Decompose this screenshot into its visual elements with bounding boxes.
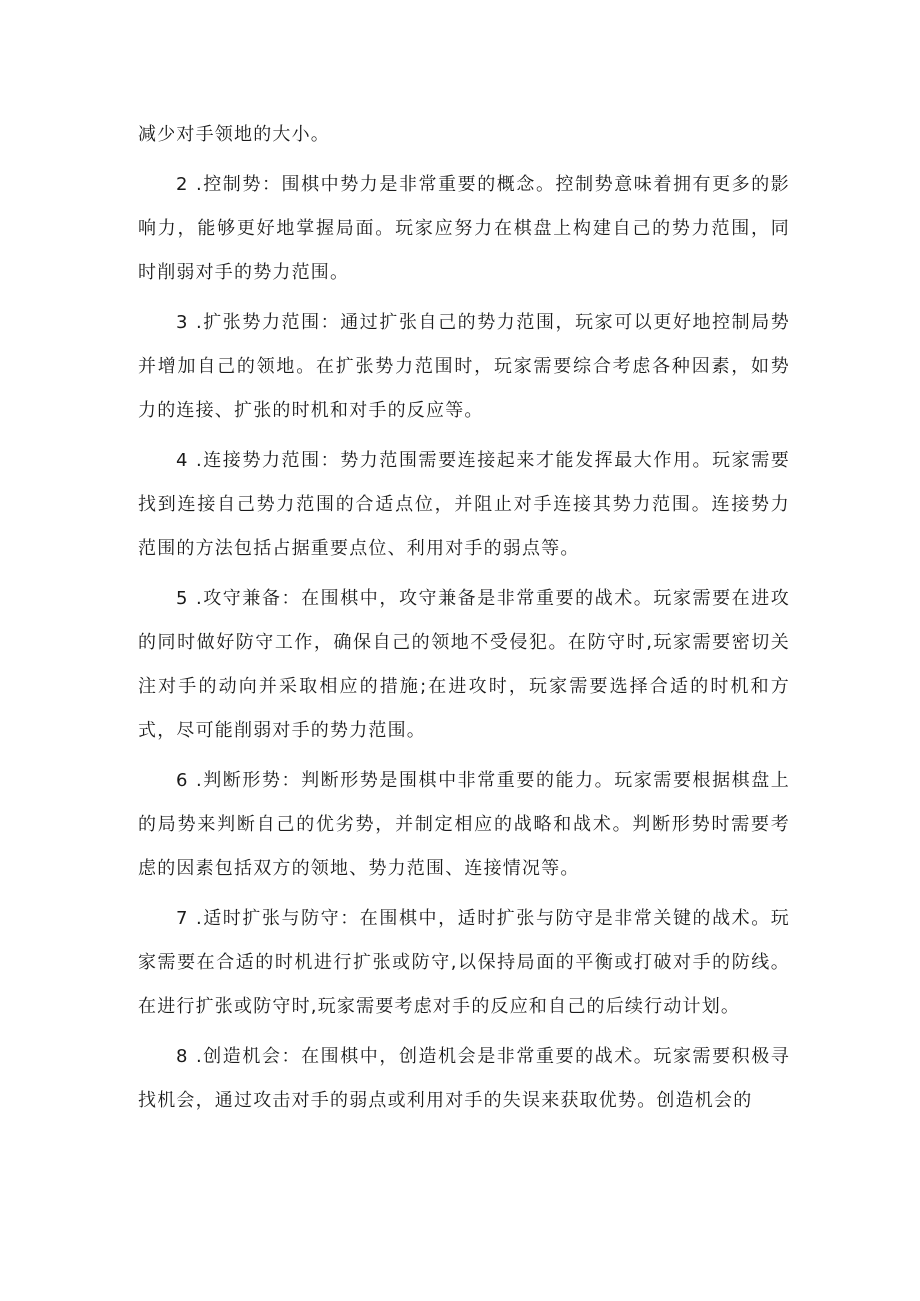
paragraph-create-opportunity: 8 .创造机会：在围棋中，创造机会是非常重要的战术。玩家需要积极寻找机会，通过攻击对手的弱点或利用对手的失误来获取优势。创造机会的 <box>138 1046 790 1111</box>
paragraph-expand-influence: 3 .扩张势力范围：通过扩张自己的势力范围，玩家可以更好地控制局势并增加自己的领地。在扩张势力范围时，玩家需要综合考虑各种因素，如势力的连接、扩张的时机和对手的反应等。 <box>138 312 790 421</box>
paragraph-timely-expansion: 7 .适时扩张与防守：在围棋中，适时扩张与防守是非常关键的战术。玩家需要在合适的时机进行扩张或防守,以保持局面的平衡或打破对手的防线。在进行扩张或防守时,玩家需要考虑对手的反应和自己的后续行动计划。 <box>138 908 790 1017</box>
paragraph-continuation: 减少对手领地的大小。 <box>138 124 330 145</box>
paragraph-connect-influence: 4 .连接势力范围：势力范围需要连接起来才能发挥最大作用。玩家需要找到连接自己势力范围的合适点位，并阻止对手连接其势力范围。连接势力范围的方法包括占据重要点位、利用对手的弱点等。 <box>138 450 790 559</box>
paragraph-control-influence: 2 .控制势：围棋中势力是非常重要的概念。控制势意味着拥有更多的影响力，能够更好地掌握局面。玩家应努力在棋盘上构建自己的势力范围，同时削弱对手的势力范围。 <box>138 174 790 283</box>
paragraph-attack-defense: 5 .攻守兼备：在围棋中，攻守兼备是非常重要的战术。玩家需要在进攻的同时做好防守工作，确保自己的领地不受侵犯。在防守时,玩家需要密切关注对手的动向并采取相应的措施;在进攻时，玩家需要选择合适的时机和方式，尽可能削弱对手的势力范围。 <box>138 588 790 741</box>
paragraph-judge-situation: 6 .判断形势：判断形势是围棋中非常重要的能力。玩家需要根据棋盘上的局势来判断自己的优劣势，并制定相应的战略和战术。判断形势时需要考虑的因素包括双方的领地、势力范围、连接情况等。 <box>138 770 790 879</box>
